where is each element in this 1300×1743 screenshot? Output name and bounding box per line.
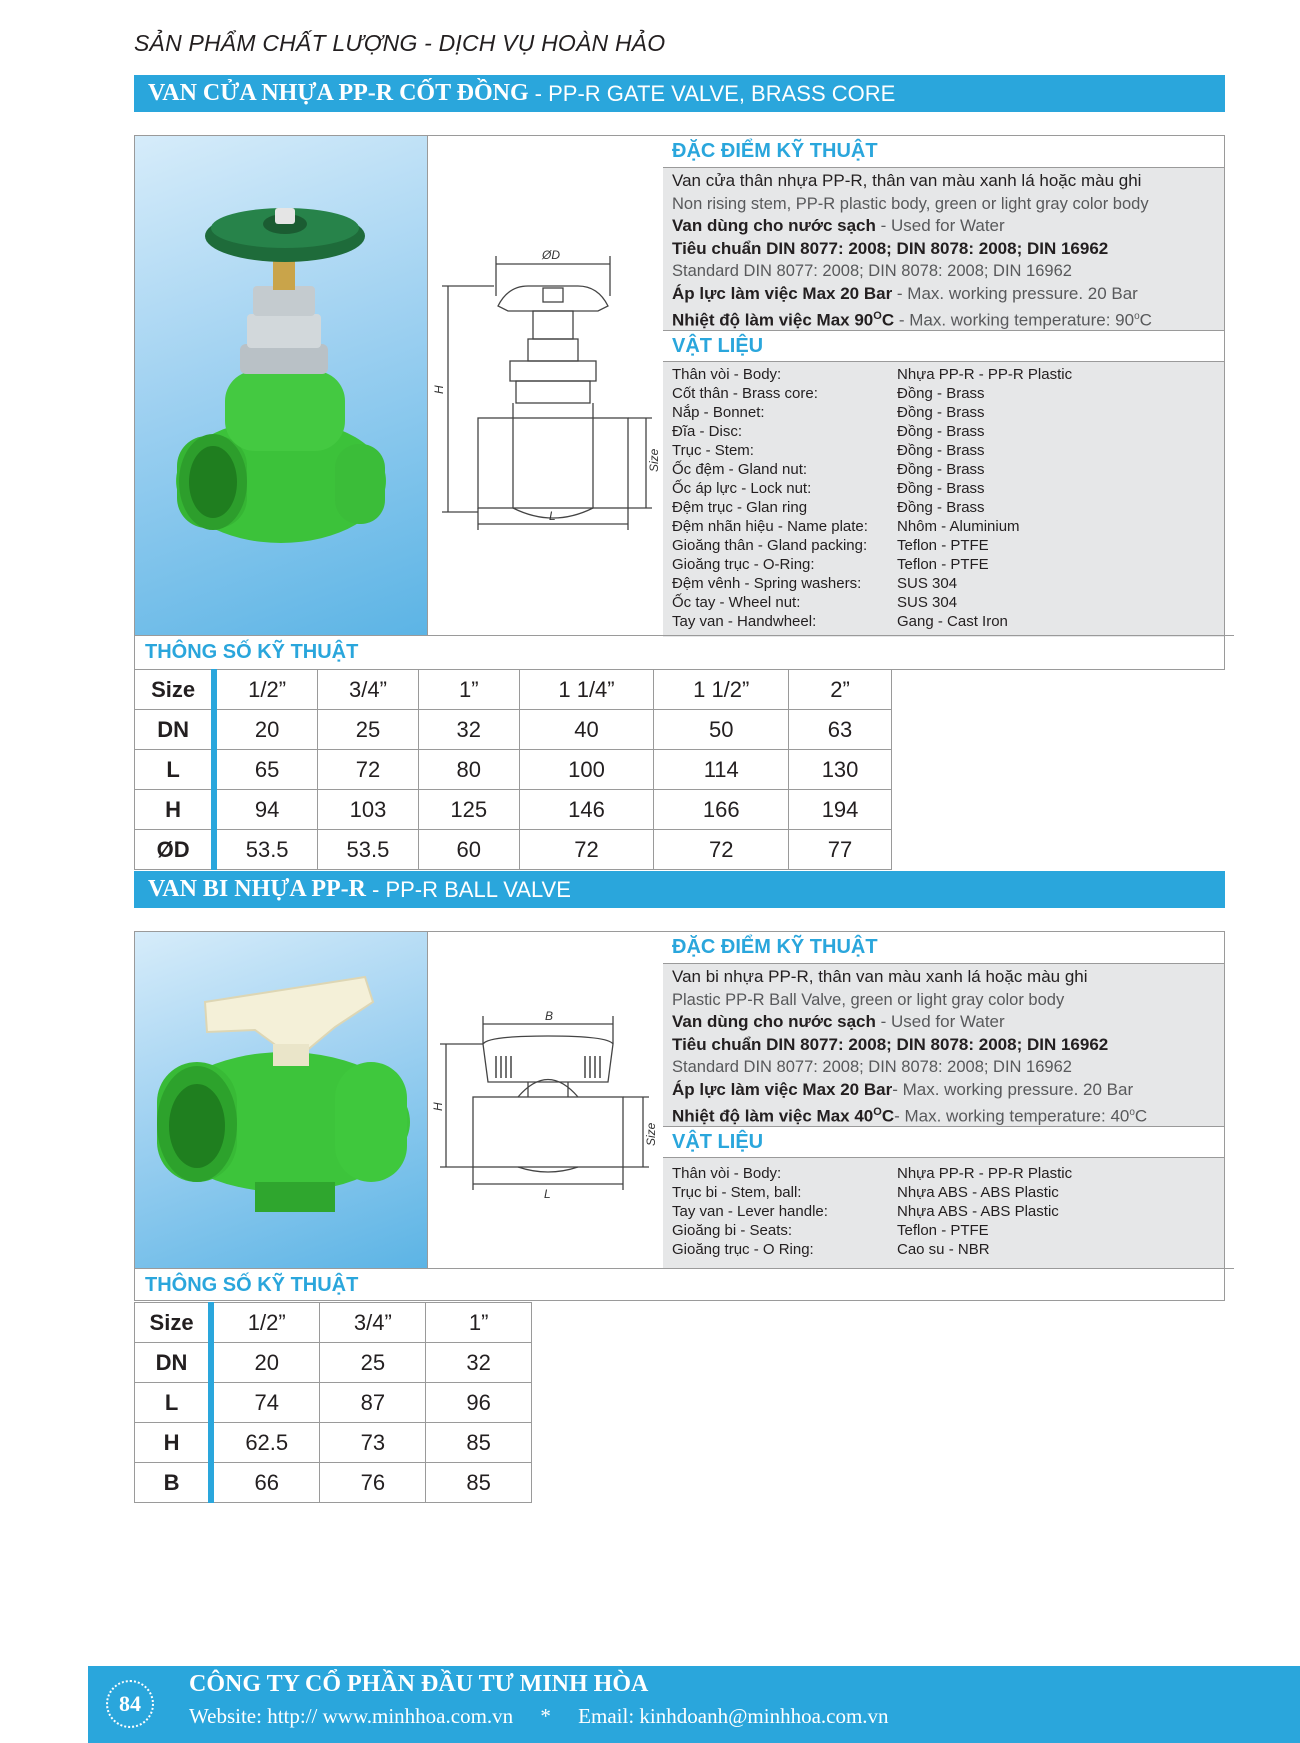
feature-line: Tiêu chuẩn DIN 8077: 2008; DIN 8078: 2008; DIN 16962: [672, 238, 1109, 258]
spec-row-header: ØD: [135, 830, 215, 870]
spec-cell: 77: [789, 830, 892, 870]
features-heading: ĐẶC ĐIỂM KỸ THUẬT: [663, 932, 1224, 964]
spec-row-header: L: [135, 1383, 212, 1423]
spec-cell: 96: [426, 1383, 532, 1423]
material-part: Gioăng trục - O Ring:: [672, 1241, 814, 1258]
material-value: Đồng - Brass: [897, 461, 985, 478]
ball-valve-specs-heading: THÔNG SỐ KỸ THUẬT: [135, 1268, 1234, 1302]
feature-bold: C: [881, 1106, 895, 1126]
material-part: Thân vòi - Body:: [672, 366, 782, 383]
spec-cell: 20: [211, 1343, 320, 1383]
gate-valve-photo: [135, 136, 427, 635]
material-row: [672, 517, 1215, 536]
material-value: Đồng - Brass: [897, 442, 985, 459]
material-part: Tay van - Lever handle:: [672, 1203, 828, 1220]
spec-cell: 130: [789, 750, 892, 790]
feature-thin: C: [1134, 1106, 1148, 1126]
spec-row-header: L: [135, 750, 215, 790]
feature-line: Plastic PP-R Ball Valve, green or light gray color body: [672, 990, 1065, 1009]
spec-row: [135, 1383, 532, 1423]
website-link[interactable]: Website: http:// www.minhhoa.com.vn: [189, 1704, 514, 1728]
spec-cell: 85: [426, 1463, 532, 1503]
spec-cell: 1”: [426, 1303, 532, 1343]
spec-row-header: H: [135, 790, 215, 830]
material-part: Tay van - Handwheel:: [672, 613, 817, 630]
spec-cell: 63: [789, 710, 892, 750]
feature-line: [672, 305, 1215, 332]
gate-valve-title-en: - PP-R GATE VALVE, BRASS CORE: [534, 80, 896, 106]
spec-row: [135, 1303, 532, 1343]
spec-cell: 72: [519, 830, 654, 870]
spec-row: [135, 830, 892, 870]
spec-row-header: Size: [135, 670, 215, 710]
feature-line: [672, 283, 1215, 306]
spec-cell: 80: [418, 750, 519, 790]
spec-cell: 114: [654, 750, 789, 790]
separator: *: [540, 1704, 551, 1728]
ball-valve-drawing: [427, 932, 665, 1268]
spec-cell: 25: [318, 710, 419, 750]
feature-bold: Van dùng cho nước sạch: [672, 1012, 876, 1031]
page-number: 84: [106, 1680, 154, 1728]
material-row: [672, 574, 1215, 593]
drawing-label-d: ØD: [542, 248, 560, 262]
material-part: Ốc áp lực - Lock nut:: [672, 480, 812, 497]
email-link[interactable]: Email: kinhdoanh@minhhoa.com.vn: [578, 1704, 889, 1728]
material-row: [672, 1240, 1215, 1259]
spec-cell: 53.5: [318, 830, 419, 870]
material-value: Teflon - PTFE: [897, 537, 989, 554]
materials-list: [663, 1158, 1224, 1268]
spec-cell: 76: [320, 1463, 426, 1503]
spec-cell: 20: [214, 710, 317, 750]
spec-cell: 146: [519, 790, 654, 830]
ball-valve-title-vn: VAN BI NHỰA PP-R: [148, 876, 367, 902]
material-part: Trục bi - Stem, ball:: [672, 1184, 802, 1201]
material-row: [672, 498, 1215, 517]
feature-line: Van bi nhựa PP-R, thân van màu xanh lá hoặc màu ghi: [672, 967, 1088, 986]
material-row: [672, 365, 1215, 384]
spec-cell: 65: [214, 750, 317, 790]
feature-sup: o: [1134, 311, 1140, 322]
material-value: Nhựa ABS - ABS Plastic: [897, 1203, 1059, 1220]
material-part: Đệm vênh - Spring washers:: [672, 575, 862, 592]
spec-cell: 103: [318, 790, 419, 830]
gate-valve-image: [135, 136, 427, 635]
spec-row-header: DN: [135, 1343, 212, 1383]
features-heading: ĐẶC ĐIỂM KỸ THUẬT: [663, 136, 1224, 168]
feature-line: [672, 1101, 1215, 1128]
spec-row: [135, 750, 892, 790]
feature-bold: Nhiệt độ làm việc Max 40: [672, 1106, 874, 1126]
spec-row-header: B: [135, 1463, 212, 1503]
spec-cell: 72: [654, 830, 789, 870]
feature-line: Van cửa thân nhựa PP-R, thân van màu xanh lá hoặc màu ghi: [672, 171, 1142, 190]
spec-cell: 60: [418, 830, 519, 870]
material-value: Đồng - Brass: [897, 385, 985, 402]
material-value: SUS 304: [897, 575, 958, 592]
spec-cell: 85: [426, 1423, 532, 1463]
drawing-label-size: Size: [647, 448, 661, 472]
material-value: Nhựa PP-R - PP-R Plastic: [897, 1165, 1073, 1182]
spec-cell: 1/2”: [211, 1303, 320, 1343]
feature-bold: C: [881, 310, 895, 330]
drawing-label-b: B: [545, 1009, 554, 1023]
feature-thin: - Max. working pressure. 20 Bar: [892, 1079, 1134, 1099]
feature-sup: O: [873, 310, 882, 322]
material-value: Teflon - PTFE: [897, 1222, 989, 1239]
gate-valve-panel: [134, 135, 1225, 670]
ball-valve-dimension-drawing: [428, 932, 664, 1268]
spec-cell: 166: [654, 790, 789, 830]
material-value: Đồng - Brass: [897, 480, 985, 497]
feature-sup: o: [1129, 1107, 1135, 1118]
material-value: SUS 304: [897, 594, 958, 611]
feature-bold: Van dùng cho nước sạch: [672, 216, 876, 235]
spec-cell: 3/4”: [320, 1303, 426, 1343]
feature-bold: Áp lực làm việc Max 20 Bar: [672, 283, 893, 303]
spec-row: [135, 1343, 532, 1383]
page-tagline: SẢN PHẨM CHẤT LƯỢNG - DỊCH VỤ HOÀN HẢO: [134, 30, 666, 56]
material-value: Cao su - NBR: [897, 1241, 990, 1258]
material-part: Ốc đệm - Gland nut:: [672, 461, 808, 478]
feature-line: [672, 215, 1215, 238]
material-row: [672, 536, 1215, 555]
spec-cell: 40: [519, 710, 654, 750]
materials-heading: VẬT LIỆU: [663, 1126, 1224, 1158]
feature-line: Standard DIN 8077: 2008; DIN 8078: 2008; DIN 16962: [672, 262, 1072, 280]
spec-cell: 50: [654, 710, 789, 750]
feature-sup: O: [873, 1106, 882, 1118]
spec-row: [135, 1463, 532, 1503]
spec-cell: 1 1/2”: [654, 670, 789, 710]
feature-line: [672, 1011, 1215, 1034]
spec-cell: 87: [320, 1383, 426, 1423]
material-value: Đồng - Brass: [897, 423, 985, 440]
material-row: [672, 593, 1215, 612]
gate-valve-specs-heading: THÔNG SỐ KỸ THUẬT: [135, 635, 1234, 669]
spec-row: [135, 710, 892, 750]
material-part: Đệm nhãn hiệu - Name plate:: [672, 518, 868, 535]
features-body: [663, 964, 1224, 1126]
material-part: Nắp - Bonnet:: [672, 404, 765, 421]
materials-heading: VẬT LIỆU: [663, 330, 1224, 362]
feature-line: Standard DIN 8077: 2008; DIN 8078: 2008; DIN 16962: [672, 1058, 1072, 1076]
spec-cell: 32: [426, 1343, 532, 1383]
spec-row: [135, 1423, 532, 1463]
feature-bold: Áp lực làm việc Max 20 Bar: [672, 1079, 893, 1099]
material-value: Nhôm - Aluminium: [897, 518, 1020, 535]
material-row: [672, 479, 1215, 498]
materials-rows: [672, 365, 1215, 631]
spec-row: [135, 790, 892, 830]
spec-cell: 53.5: [214, 830, 317, 870]
material-row: [672, 1183, 1215, 1202]
spec-cell: 1”: [418, 670, 519, 710]
spec-cell: 100: [519, 750, 654, 790]
ball-valve-features: [663, 932, 1224, 1268]
drawing-label-l: L: [544, 1187, 551, 1201]
material-part: Ốc tay - Wheel nut:: [672, 594, 801, 611]
spec-cell: 2”: [789, 670, 892, 710]
spec-row-header: H: [135, 1423, 212, 1463]
spec-cell: 25: [320, 1343, 426, 1383]
material-row: [672, 403, 1215, 422]
material-part: Gioăng trục - O-Ring:: [672, 556, 815, 573]
spec-cell: 3/4”: [318, 670, 419, 710]
material-part: Đĩa - Disc:: [672, 423, 743, 440]
material-row: [672, 1221, 1215, 1240]
ball-valve-photo: [135, 932, 427, 1268]
material-value: Nhựa PP-R - PP-R Plastic: [897, 366, 1073, 383]
material-row: [672, 555, 1215, 574]
spec-cell: 62.5: [211, 1423, 320, 1463]
spec-cell: 73: [320, 1423, 426, 1463]
material-value: Đồng - Brass: [897, 404, 985, 421]
feature-bold: Nhiệt độ làm việc Max 90: [672, 310, 874, 330]
spec-cell: 74: [211, 1383, 320, 1423]
feature-thin: - Used for Water: [875, 1012, 1005, 1031]
material-part: Gioăng bi - Seats:: [672, 1222, 793, 1239]
gate-valve-dimension-drawing: [428, 136, 664, 635]
material-row: [672, 1164, 1215, 1183]
drawing-label-size: Size: [644, 1122, 658, 1146]
spec-cell: 66: [211, 1463, 320, 1503]
material-row: [672, 460, 1215, 479]
gate-valve-features: [663, 136, 1224, 637]
material-value: Đồng - Brass: [897, 499, 985, 516]
material-row: [672, 422, 1215, 441]
material-part: Cốt thân - Brass core:: [672, 385, 818, 402]
material-part: Trục - Stem:: [672, 442, 754, 459]
company-name: CÔNG TY CỔ PHẦN ĐẦU TƯ MINH HÒA: [189, 1671, 649, 1697]
feature-thin: - Max. working temperature: 40: [894, 1106, 1130, 1126]
drawing-label-h: H: [431, 1102, 445, 1111]
ball-valve-title-bar: [134, 871, 1225, 908]
drawing-label-l: L: [549, 509, 556, 523]
feature-thin: - Max. working temperature: 90: [894, 310, 1135, 330]
feature-thin: - Max. working pressure. 20 Bar: [892, 283, 1138, 303]
material-row: [672, 441, 1215, 460]
ball-valve-title-en: - PP-R BALL VALVE: [372, 876, 571, 902]
page-footer: [88, 1666, 1300, 1743]
gate-valve-title-vn: VAN CỬA NHỰA PP-R CỐT ĐỒNG: [148, 80, 529, 106]
materials-list: [663, 362, 1224, 637]
drawing-label-h: H: [432, 385, 446, 394]
gate-valve-drawing: [427, 136, 665, 635]
spec-cell: 1 1/4”: [519, 670, 654, 710]
material-row: [672, 612, 1215, 631]
spec-cell: 94: [214, 790, 317, 830]
features-body: [663, 168, 1224, 330]
material-value: Teflon - PTFE: [897, 556, 989, 573]
spec-cell: 1/2”: [214, 670, 317, 710]
feature-thin: - Used for Water: [875, 216, 1005, 235]
material-value: Gang - Cast Iron: [897, 613, 1008, 630]
spec-cell: 72: [318, 750, 419, 790]
materials-rows: [672, 1164, 1215, 1259]
material-row: [672, 384, 1215, 403]
spec-cell: 194: [789, 790, 892, 830]
material-value: Nhựa ABS - ABS Plastic: [897, 1184, 1059, 1201]
material-part: Gioăng thân - Gland packing:: [672, 537, 868, 554]
material-row: [672, 1202, 1215, 1221]
ball-valve-spec-table: [134, 1302, 532, 1503]
feature-line: Tiêu chuẩn DIN 8077: 2008; DIN 8078: 2008; DIN 16962: [672, 1034, 1109, 1054]
ball-valve-panel: [134, 931, 1225, 1301]
material-part: Đệm trục - Glan ring: [672, 499, 808, 516]
feature-thin: C: [1139, 310, 1152, 330]
spec-row-header: DN: [135, 710, 215, 750]
gate-valve-spec-table: [134, 669, 892, 870]
ball-valve-image: [135, 932, 427, 1268]
gate-valve-title-bar: [134, 75, 1225, 112]
spec-cell: 125: [418, 790, 519, 830]
feature-line: Non rising stem, PP-R plastic body, green or light gray color body: [672, 194, 1149, 213]
spec-row-header: Size: [135, 1303, 212, 1343]
spec-cell: 32: [418, 710, 519, 750]
spec-row: [135, 670, 892, 710]
feature-line: [672, 1079, 1215, 1102]
contact-line: [189, 1704, 889, 1729]
material-part: Thân vòi - Body:: [672, 1165, 782, 1182]
